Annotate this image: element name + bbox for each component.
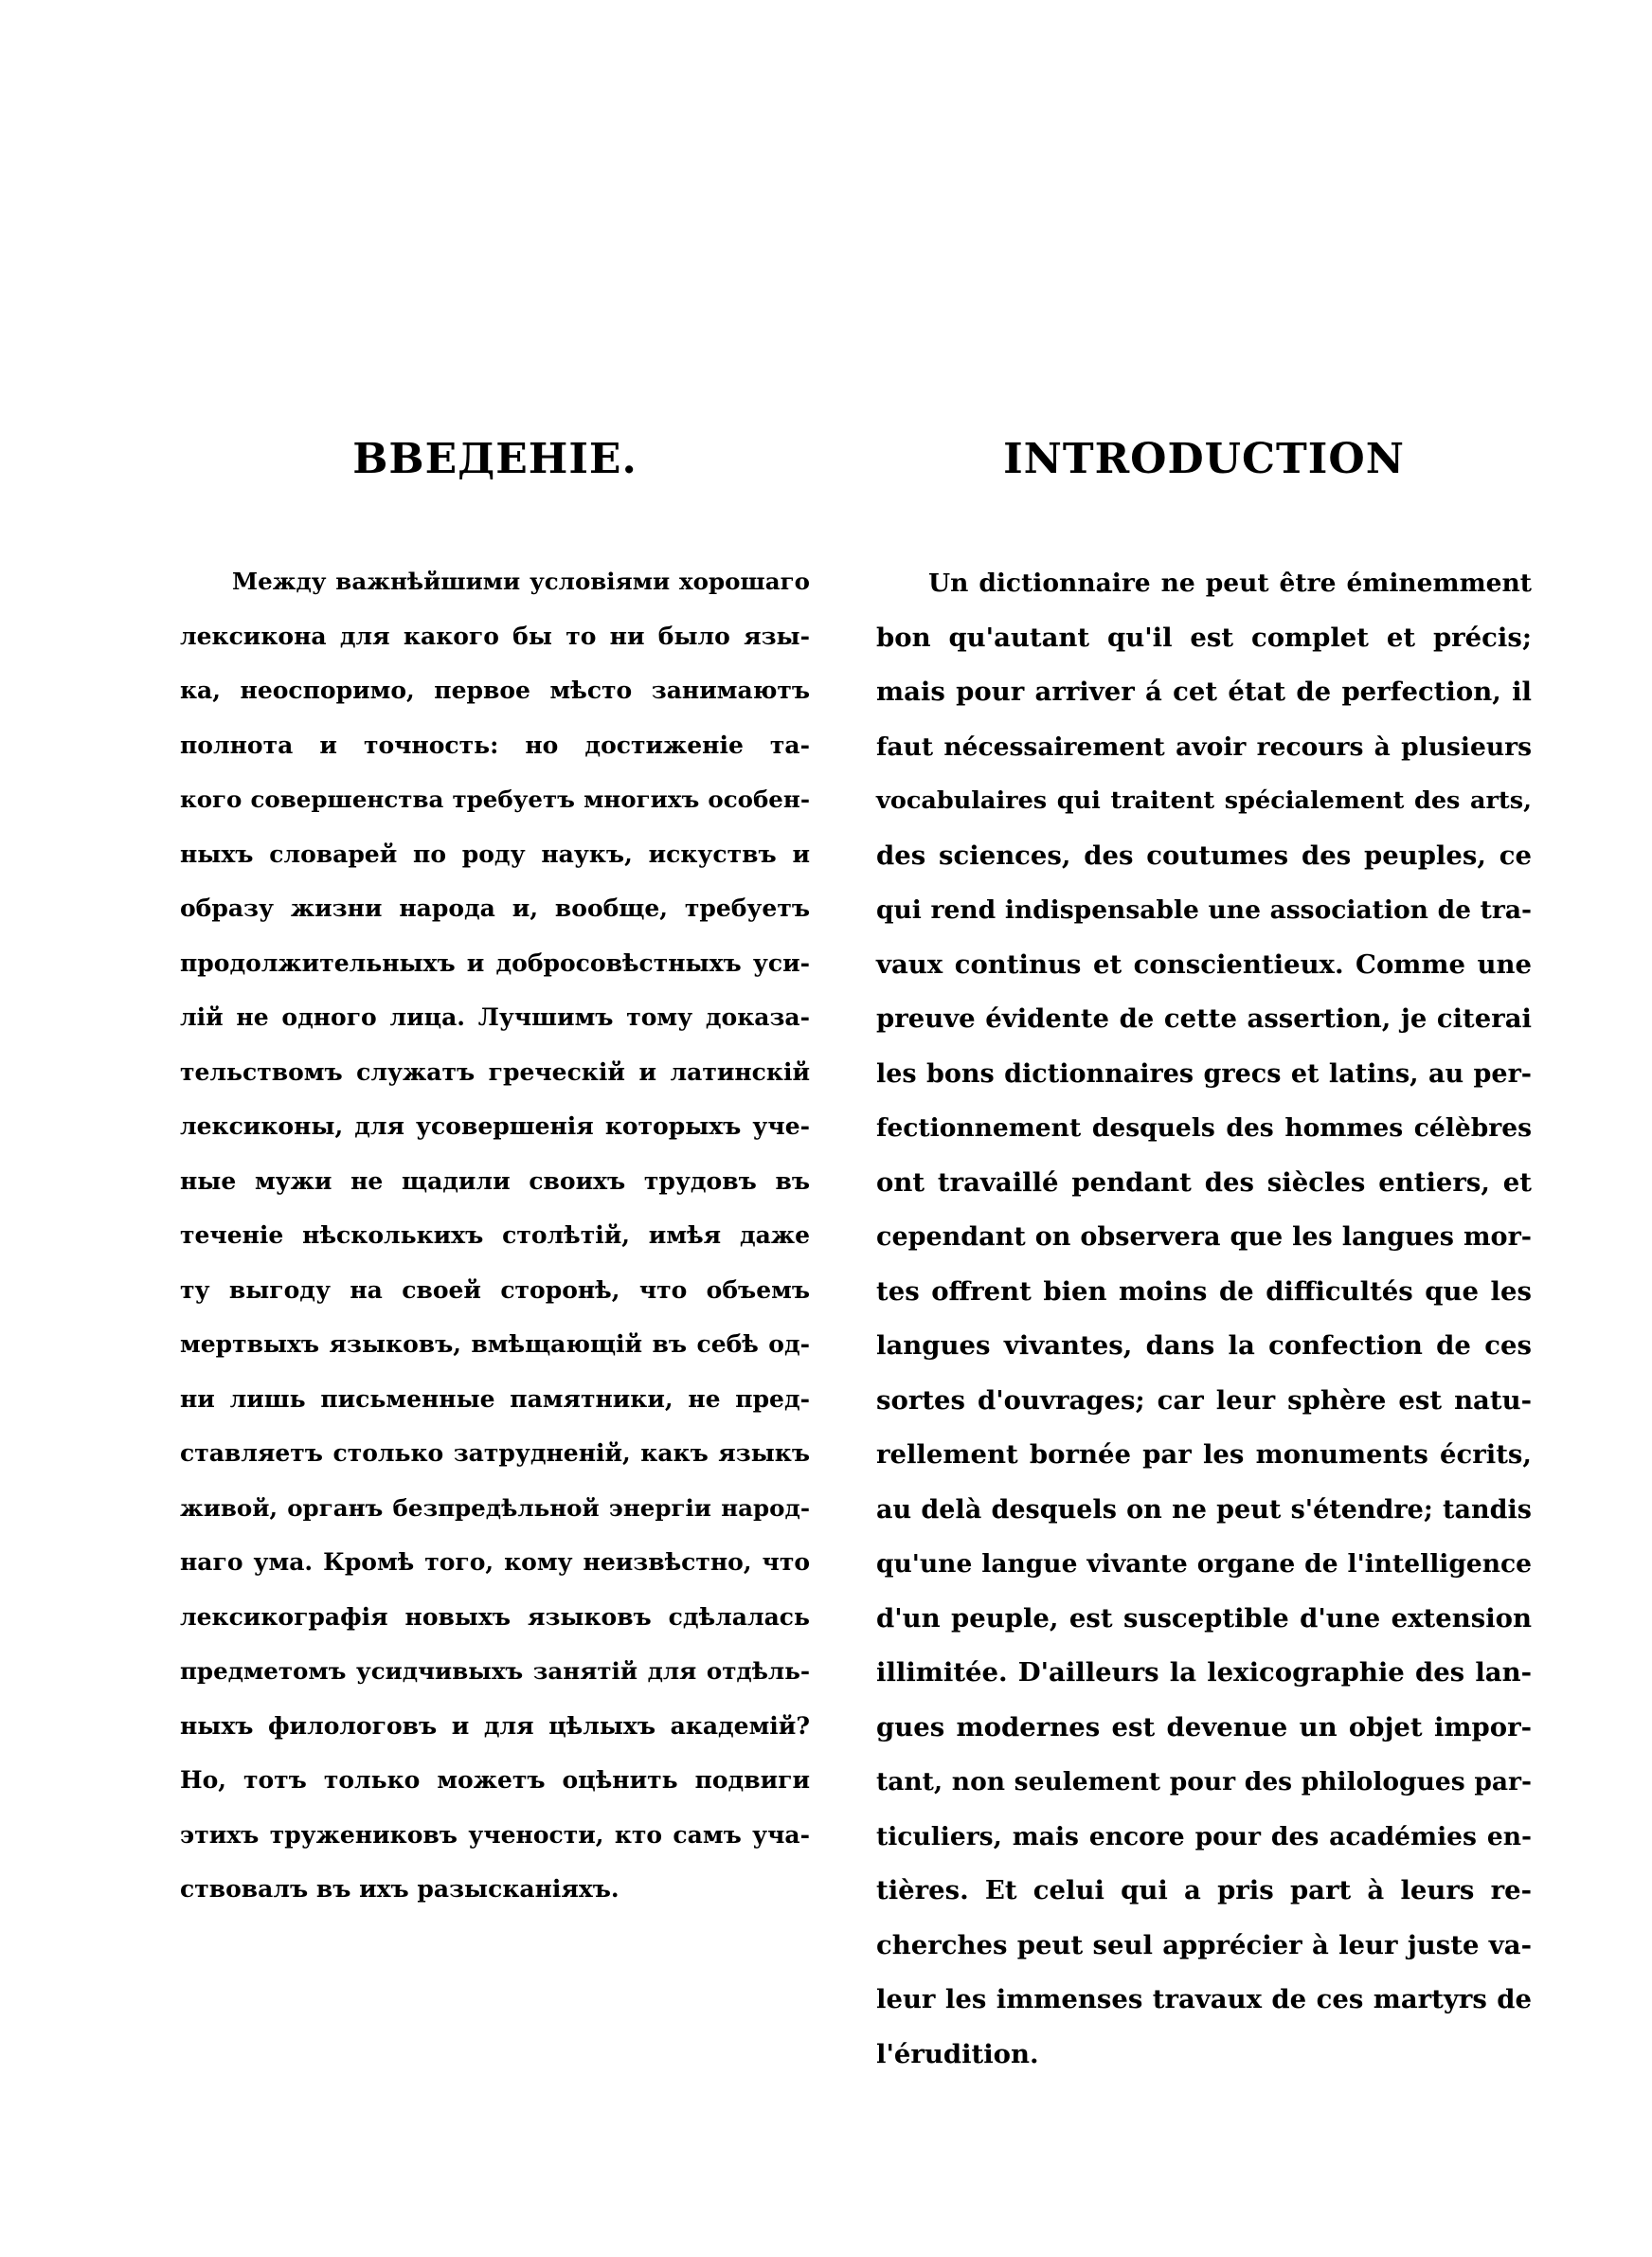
text-line: мертвыхъ языковъ, вмѣщающій въ себѣ од-	[180, 1330, 810, 1358]
text-line: preuve évidente de cette assertion, je citerai	[876, 1003, 1532, 1034]
text-line: gues modernes est devenue un objet impor-	[876, 1711, 1532, 1742]
text-line: Между важнѣйшими условіями хорошаго	[232, 568, 810, 595]
text-line: Un dictionnaire ne peut être éminemment	[928, 569, 1532, 598]
text-line: теченіе нѣсколькихъ столѣтій, имѣя даже	[180, 1221, 810, 1249]
text-line: au delà desquels on ne peut s'étendre; tandis	[876, 1494, 1532, 1525]
text-line: fectionnement desquels des hommes célèbres	[876, 1113, 1532, 1143]
text-line: наго ума. Кромѣ того, кому неизвѣстно, что	[180, 1548, 810, 1576]
text-line: ствовалъ въ ихъ разысканіяхъ.	[180, 1875, 620, 1903]
text-line: rellement bornée par les monuments écrits,	[876, 1439, 1532, 1470]
text-line: ни лишь письменные памятники, не пред-	[180, 1384, 810, 1413]
text-line: tes offrent bien moins de difficultés que les	[876, 1275, 1532, 1307]
text-line: les bons dictionnaires grecs et latins, au per-	[876, 1058, 1532, 1089]
text-line: тельствомъ служатъ греческій и латинскій	[180, 1057, 810, 1086]
text-line: ту выгоду на своей сторонѣ, что объемъ	[180, 1275, 810, 1304]
french-text-block	[876, 556, 1532, 2082]
french-heading: INTRODUCTION	[1003, 435, 1405, 483]
french-column	[876, 431, 1532, 2082]
text-line: illimitée. D'ailleurs la lexicographie des lan-	[876, 1657, 1532, 1688]
text-line: qu'une langue vivante organe de l'intelligence	[876, 1549, 1532, 1579]
text-line: tant, non seulement pour des philologues par-	[876, 1767, 1532, 1797]
text-line: tières. Et celui qui a pris part à leurs re-	[876, 1875, 1532, 1905]
text-line: ныхъ филологовъ и для цѣлыхъ академій?	[180, 1711, 810, 1740]
text-line: лексикографія новыхъ языковъ сдѣлалась	[180, 1602, 810, 1631]
russian-column	[180, 431, 810, 1917]
text-line: полнота и точность: но достиженіе та-	[180, 731, 810, 759]
text-line: des sciences, des coutumes des peuples, ce	[876, 840, 1532, 871]
text-line: лексиконы, для усовершенія которыхъ уче-	[180, 1112, 810, 1140]
text-line: leur les immenses travaux de ces martyrs de	[876, 1984, 1532, 2014]
text-line: sortes d'ouvrages; car leur sphère est natu-	[876, 1384, 1532, 1416]
text-line: ные мужи не щадили своихъ трудовъ въ	[180, 1166, 810, 1195]
text-line: живой, органъ безпредѣльной энергіи народ-	[180, 1493, 810, 1522]
russian-heading: ВВЕДЕНІЕ.	[352, 435, 637, 483]
text-line: Но, тотъ только можетъ оцѣнить подвиги	[180, 1766, 810, 1794]
text-line: этихъ тружениковъ учености, кто самъ уча-	[180, 1820, 810, 1849]
text-line: ont travaillé pendant des siècles entiers, et	[876, 1166, 1532, 1198]
text-line: ка, неоспоримо, первое мѣсто занимаютъ	[180, 677, 810, 704]
russian-text-block	[180, 554, 810, 1917]
text-line: лій не одного лица. Лучшимъ тому доказа-	[180, 1003, 810, 1031]
text-line: кого совершенства требуетъ многихъ особен-	[180, 785, 810, 813]
text-line: cependant on observera que les langues mor-	[876, 1222, 1532, 1252]
text-line: l'érudition.	[876, 2038, 1039, 2069]
text-line: mais pour arriver á cet état de perfection, il	[876, 677, 1532, 707]
text-line: предметомъ усидчивыхъ занятій для отдѣль-	[180, 1657, 810, 1685]
text-line: образу жизни народа и, вообще, требуетъ	[180, 894, 810, 922]
text-line: bon qu'autant qu'il est complet et précis;	[876, 622, 1532, 653]
text-line: продолжительныхъ и добросовѣстныхъ уси-	[180, 948, 810, 977]
text-line: vaux continus et conscientieux. Comme une	[876, 948, 1532, 980]
text-line: faut nécessairement avoir recours à plusieurs	[876, 731, 1532, 762]
text-line: langues vivantes, dans la confection de ces	[876, 1330, 1532, 1361]
text-line: ticuliers, mais encore pour des académies en-	[876, 1821, 1532, 1851]
text-line: qui rend indispensable une association de tra-	[876, 895, 1532, 925]
text-line: d'un peuple, est susceptible d'une extension	[876, 1602, 1532, 1634]
text-line: cherches peut seul apprécier à leur juste va-	[876, 1929, 1532, 1960]
text-line: ставляетъ столько затрудненій, какъ языкъ	[180, 1439, 810, 1467]
text-line: ныхъ словарей по роду наукъ, искуствъ и	[180, 840, 810, 868]
text-line: vocabulaires qui traitent spécialement des arts,	[876, 786, 1532, 815]
text-line: лексикона для какого бы то ни было язы-	[180, 622, 810, 650]
